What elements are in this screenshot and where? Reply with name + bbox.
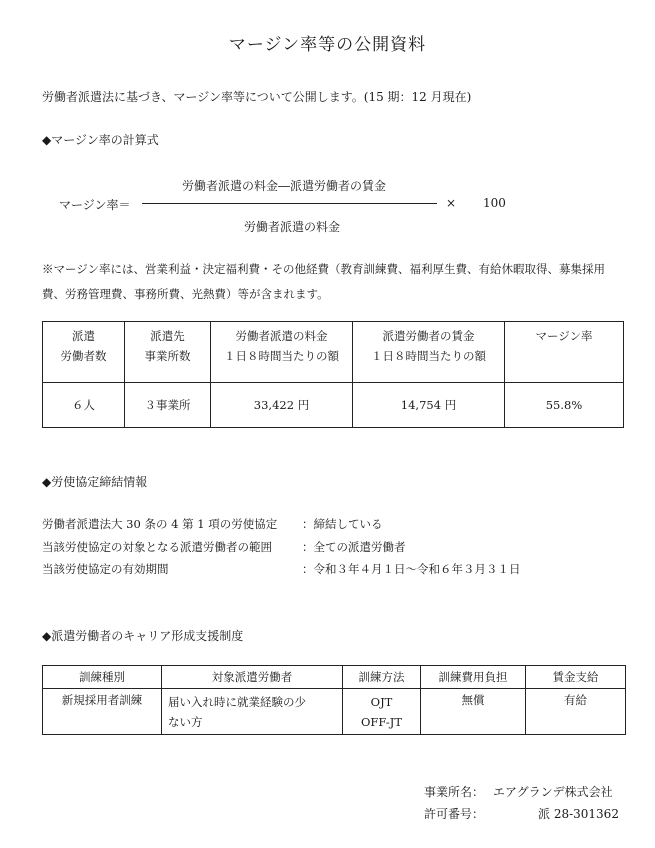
office-label: 事業所名：: [424, 785, 485, 799]
header-dispatch-workers: [43, 322, 125, 383]
labor-agreement-heading: ◆労使協定締結情報: [42, 475, 148, 489]
header-text: １日８時間当たりの額: [224, 349, 339, 363]
formula-denominator: 労働者派遣の料金: [244, 220, 341, 234]
permit-number: 派 28-301362: [538, 807, 619, 821]
header-text: １日８時間当たりの額: [371, 349, 486, 363]
formula-lhs: マージン率＝: [59, 198, 131, 212]
cell-training-type: 新規採用者訓練: [43, 689, 162, 735]
header-text: 派遣: [72, 329, 95, 343]
agreement-label: 当該労使協定の対象となる派遣労働者の範囲: [42, 540, 272, 554]
agreement-value: ：締結している: [302, 517, 383, 531]
agreement-label: 労働者派遣法大 30 条の 4 第 1 項の労使協定: [42, 517, 278, 531]
formula-times: ×: [446, 196, 457, 210]
cell-dispatch-fee: 33,422 円: [211, 383, 353, 428]
cell-training-method: [343, 689, 421, 735]
formula-heading: ◆マージン率の計算式: [42, 133, 159, 147]
career-table: [42, 665, 626, 735]
header-client-offices: [125, 322, 211, 383]
page-title: マージン率等の公開資料: [228, 35, 427, 55]
method-offjt: OFF-JT: [360, 715, 403, 729]
career-table-header-row: [43, 666, 626, 689]
formula-multiplier: 100: [483, 196, 506, 210]
header-worker-wage: [353, 322, 505, 383]
permit-label: 許可番号：: [424, 807, 485, 821]
header-text: 事業所数: [144, 349, 191, 363]
cell-target-workers: [162, 689, 343, 735]
header-margin-rate: [505, 322, 624, 383]
career-header-method: 訓練方法: [343, 666, 421, 689]
career-header-type: 訓練種別: [43, 666, 162, 689]
target-text: 届い入れ時に就業経験の少ない方: [168, 695, 306, 729]
agreement-value: ：令和３年４月１日～令和６年３月３１日: [302, 562, 521, 576]
career-table-data-row: [43, 689, 626, 735]
cell-worker-count: ６人: [43, 383, 125, 428]
header-text: マージン率: [535, 329, 593, 343]
career-header-wage: 賃金支給: [526, 666, 626, 689]
formula-numerator: 労働者派遣の料金―派遣労働者の賃金: [182, 179, 387, 193]
intro-text: 労働者派遣法に基づき、マージン率等について公開します。(15 期：12 月現在): [42, 90, 472, 104]
cell-office-count: ３事業所: [125, 383, 211, 428]
method-ojt: OJT: [370, 695, 393, 709]
cell-worker-wage: 14,754 円: [353, 383, 505, 428]
office-name: エアグランデ株式会社: [493, 785, 613, 799]
fraction-bar: [142, 203, 437, 204]
margin-table-data-row: [43, 383, 624, 428]
margin-table: [42, 321, 624, 428]
cell-margin-rate: 55.8%: [505, 383, 624, 428]
career-header-cost: 訓練費用負担: [421, 666, 526, 689]
margin-table-header-row: [43, 322, 624, 383]
margin-note: ※マージン率には、営業利益・決定福利費・その他経費（教育訓練費、福利厚生費、有給休暇取得、募集採用費、労務管理費、事務所費、光熱費）等が含まれます。: [42, 262, 605, 301]
cell-training-cost: 無償: [421, 689, 526, 735]
career-header-target: 対象派遣労働者: [162, 666, 343, 689]
agreement-label: 当該労使協定の有効期間: [42, 562, 169, 576]
header-text: 労働者派遣の料金: [235, 329, 328, 343]
header-dispatch-fee: [211, 322, 353, 383]
header-text: 労働者数: [60, 349, 107, 363]
career-heading: ◆派遣労働者のキャリア形成支援制度: [42, 629, 244, 643]
agreement-value: ：全ての派遣労働者: [302, 540, 406, 554]
header-text: 派遣先: [150, 329, 185, 343]
cell-wage-payment: 有給: [526, 689, 626, 735]
header-text: 派遣労働者の賃金: [382, 329, 475, 343]
